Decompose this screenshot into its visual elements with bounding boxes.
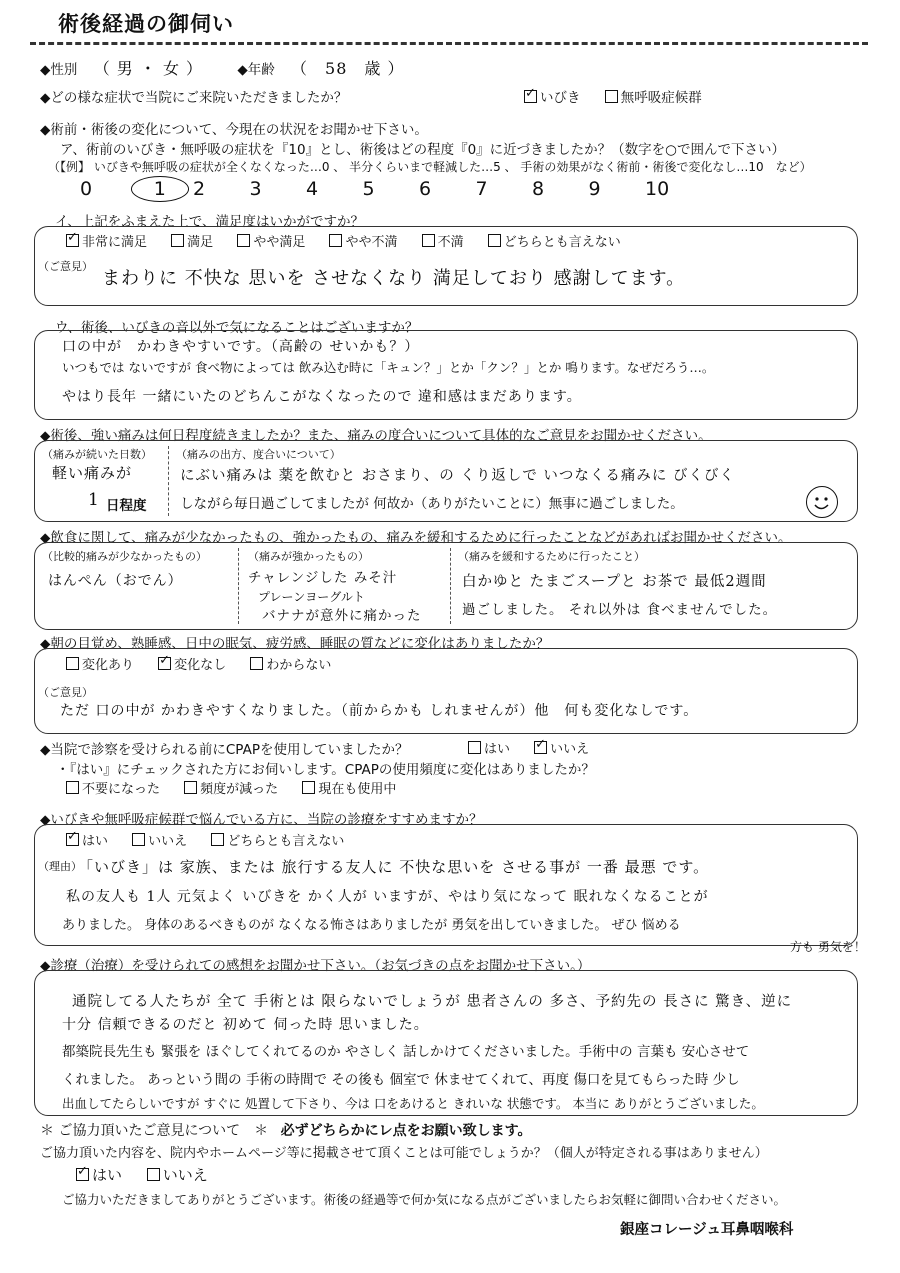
food-more-3: バナナが意外に痛かった [262,608,422,624]
morning-question: ◆朝の目覚め、熟睡感、日中の眠気、疲労感、睡眠の質などに変化はありましたか？ [40,636,550,652]
food-relief-2: 過ごしました。 それ以外は 食べませんでした。 [462,602,778,618]
other-line-3: やはり長年 一緒にいたのどちんこがなくなったので 違和感はまだあります。 [62,389,582,405]
morning-nochange-checkbox[interactable] [158,657,171,670]
pain-days-label: （痛みが続いた日数） [42,448,152,461]
cpap-options: はい ✓ いいえ [468,738,609,757]
recommend-yes-checkbox[interactable] [66,833,79,846]
impression-line-2: 十分 信頼できるのだと 初めて 伺った時 思いました。 [62,1017,429,1033]
morning-unknown-checkbox[interactable] [250,657,263,670]
scale-10[interactable]: 10 [645,178,670,200]
food-relief-label: （痛みを緩和するために行ったこと） [458,550,645,563]
food-question: ◆飲食に関して、痛みが少なかったもの、強かったもの、痛みを緩和するために行ったことなどがあればお聞かせください。 [40,530,792,546]
food-divider-2 [450,548,451,624]
satisfaction-very-checkbox[interactable] [66,234,79,247]
scale-5[interactable]: 5 [362,178,375,200]
footer-note [40,1120,532,1140]
change-scale [80,176,702,202]
scale-4[interactable]: 4 [306,178,319,200]
impression-question: ◆診療（治療）を受けられての感想をお聞かせ下さい。（お気づきの点をお聞かせ下さい。） [40,958,591,974]
apnea-checkbox[interactable] [605,90,618,103]
cpap-question: ◆当院で診察を受けられる前にCPAPを使用していましたか？ [40,742,409,758]
change-example: （【例】 いびきや無呼吸の症状が全くなくなった…0 、 半分くらいまで軽減した…5 、 手術の効果がなく術前・術後で変化なし…10 など） [48,160,812,174]
publish-options: ✓はい いいえ [76,1164,228,1185]
impression-line-4: くれました。 あっという間の 手術の時間で その後も 個室で 休ませてくれて、再度 傷口を見てもらった時 少し [62,1072,740,1088]
scale-1[interactable]: 1 [137,176,194,202]
scale-9[interactable]: 9 [588,178,601,200]
satisfaction-opinion-label: （ご意見） [38,260,93,273]
impression-line-3: 都築院長先生も 緊張を ほぐしてくれてるのか やさしく 話しかけてくださいました。手術中の 言葉も 安心させて [62,1044,750,1060]
page-title: 術後経過の御伺い [58,12,234,36]
snoring-checkbox[interactable] [524,90,537,103]
food-less-label: （比較的痛みが少なかったもの） [42,550,207,563]
pain-detail-label: （痛みの出方、度合いについて） [176,448,341,461]
other-question: ウ、術後、いびきの音以外で気になることはございますか？ [55,320,419,336]
cpap-reduced-checkbox[interactable] [184,781,197,794]
recommend-reason-4: 方も 勇気を！ [790,940,866,954]
recommend-reason-1: 「いびき」は 家族、または 旅行する友人に 不快な思いを させる事が 一番 最悪 です。 [78,858,710,876]
change-question: ◆術前・術後の変化について、今現在の状況をお聞かせ下さい。 [40,122,428,138]
pain-question: ◆術後、強い痛みは何日程度続きましたか？また、痛みの度合いについて具体的なご意見をお聞かせください。 [40,428,712,444]
scale-3[interactable]: 3 [249,178,262,200]
recommend-reason-3: ありました。 身体のあるべきものが なくなる怖さはありましたが 勇気を出していきました。 ぜひ 悩める [62,918,681,933]
thanks-text: ご協力いただきましてありがとうございます。術後の経過等で何か気になる点がございましたらお気軽に御問い合わせください。 [62,1192,787,1207]
recommend-reason-label: （理由） [38,860,82,873]
recommend-options: ✓はい いいえ どちらとも言えない [66,830,364,849]
food-more-label: （痛みが強かったもの） [248,550,369,563]
scale-7[interactable]: 7 [475,178,488,200]
recommend-no-checkbox[interactable] [132,833,145,846]
apnea-label: 無呼吸症候群 [620,90,702,106]
recommend-neither-checkbox[interactable] [211,833,224,846]
symptom-question: ◆どの様な症状で当院にご来院いただきましたか？ [40,90,348,106]
satisfaction-neither-checkbox[interactable] [488,234,501,247]
food-more-2: プレーンヨーグルト [258,590,365,604]
satisfaction-opinion: まわりに 不快な 思いを させなくなり 満足しており 感謝してます。 [102,268,686,289]
footer-note-bold: 必ずどちらかにレ点をお願い致します。 [280,1123,532,1139]
morning-changed-checkbox[interactable] [66,657,79,670]
cpap-yes-checkbox[interactable] [468,741,481,754]
clinic-name: 銀座コレージュ耳鼻咽喉科 [620,1222,794,1238]
pain-detail-1: にぶい痛みは 薬を飲むと おさまり、の くり返しで いつなくる痛みに びくびく [180,468,736,484]
satisfaction-somewhat-checkbox[interactable] [237,234,250,247]
morning-options: 変化あり ✓ 変化なし わからない [66,654,351,673]
age-label: ◆年齢 [237,62,275,78]
other-line-1: 口の中が かわきやすいです。（高齢の せいかも？） [62,339,420,355]
cpap-sub-question: ・『はい』にチェックされた方にお伺いします。CPAPの使用頻度に変化はありましたか？ [56,762,595,778]
other-line-2: いつもでは ないですが 食べ物によっては 飲み込む時に「キュン？」とか「クン？」とか 鳴ります。なぜだろう…。 [62,360,715,375]
morning-opinion-label: （ご意見） [38,686,93,699]
food-more-1: チャレンジした みそ汁 [248,570,398,586]
satisfaction-somewhat-dis-checkbox[interactable] [329,234,342,247]
cpap-sub-options: 不要になった 頻度が減った 現在も使用中 [66,778,416,797]
recommend-question: ◆いびきや無呼吸症候群で悩んでいる方に、当院の診療をすすめますか？ [40,812,483,828]
cpap-unneeded-checkbox[interactable] [66,781,79,794]
scale-2[interactable]: 2 [193,178,206,200]
scale-8[interactable]: 8 [532,178,545,200]
publish-yes-checkbox[interactable] [76,1168,89,1181]
satisfaction-dis-checkbox[interactable] [422,234,435,247]
satisfaction-satisfied-checkbox[interactable] [171,234,184,247]
snoring-label: いびき [540,90,581,106]
pain-detail-2: しながら毎日過ごしてましたが 何故か（ありがたいことに）無事に過ごしました。 [180,496,684,512]
pain-days-note: 軽い痛みが [52,464,133,482]
change-sub-a: ア、術前のいびき・無呼吸の症状を『10』とし、術後はどの程度『0』に近づきましたか？（数字を○で囲んで下さい） [60,142,785,158]
pain-divider [168,446,169,516]
morning-opinion: ただ 口の中が かわきやすくなりました。（前からかも しれませんが）他 何も変化なしです。 [60,703,699,719]
smiley-icon [806,486,838,518]
footer-note-head: ＊ ご協力頂いたご意見について ＊ [40,1123,269,1139]
recommend-reason-2: 私の友人も 1人 元気よく いびきを かく人が いますが、やはり気になって 眠れなくなることが [66,889,709,905]
cpap-no-checkbox[interactable] [534,741,547,754]
food-relief-1: 白かゆと たまごスープと お茶で 最低2週間 [462,574,767,590]
publish-no-checkbox[interactable] [147,1168,160,1181]
gender-value: （ 男 ・ 女 ） [93,59,204,78]
pain-days-value: 1 [88,490,100,510]
food-divider-1 [238,548,239,624]
age-value: （ 58 歳 ） [291,59,405,78]
satisfaction-question: イ、上記をふまえた上で、満足度はいかがですか？ [55,214,365,230]
scale-6[interactable]: 6 [419,178,432,200]
cpap-still-checkbox[interactable] [302,781,315,794]
title-divider [30,42,868,45]
pain-days-unit: 日程度 [106,498,147,514]
gender-label: ◆性別 [40,62,78,78]
publish-question: ご協力頂いた内容を、院内やホームページ等に掲載させて頂くことは可能でしょうか？（個人が特定される事はありません） [40,1146,768,1161]
gender-row [40,56,404,79]
food-less: はんぺん（おでん） [48,573,183,589]
symptom-options [524,86,722,106]
impression-line-5: 出血してたらしいですが すぐに 処置して下さり、今は 口をあけると きれいな 状態です。 本当に ありがとうございました。 [62,1096,764,1111]
scale-0[interactable]: 0 [80,178,93,200]
satisfaction-options: ✓非常に満足 満足 やや満足 やや不満 不満 どちらとも言えない [66,231,641,250]
impression-line-1: 通院してる人たちが 全て 手術とは 限らないでしょうが 患者さんの 多さ、予約先の 長さに 驚き、逆に [72,994,793,1010]
